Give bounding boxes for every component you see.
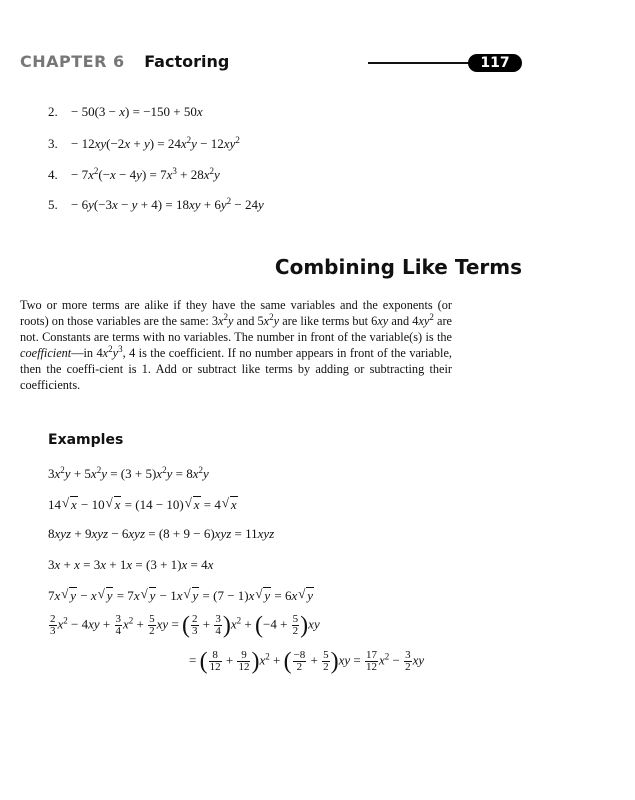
chapter-label bbox=[20, 52, 229, 71]
chapter-title: Factoring bbox=[144, 52, 230, 71]
exercise-item: 4. − $7x^2(-x - 4y) = 7x^3 + 28x^2y$ bbox=[48, 166, 220, 182]
example-equation: $3x^2y + 5x^2y = (3 + 5)x^2y = 8x^2y$ bbox=[48, 465, 209, 481]
coefficient-term: coefficient bbox=[20, 346, 72, 360]
exercise-number: 4. bbox=[48, 167, 58, 182]
page-number-badge: 117 bbox=[468, 54, 522, 72]
example-equation: 7x√ y − x√ y = 7x√ y − 1x√ y = (7 − 1)x√ y = 6x√ y bbox=[48, 587, 314, 604]
example-equation: 3x + x = 3x + 1x = (3 + 1)x = 4x bbox=[48, 557, 214, 572]
example-equation: $\frac{2}{3}$ $x^2 - 4xy$ + $\frac{3}{4}$ $x^2$ + $\frac{5}{2}$ xy = ( $\frac{2}{3}$ + $\frac{3}{4}$ )$x^2 + (-4$ + $\frac{5}{2}$ )xy bbox=[50, 612, 320, 639]
chapter-number: CHAPTER 6 bbox=[20, 52, 125, 71]
header-rule bbox=[368, 62, 484, 64]
exercise-item: 3. − $12xy(-2x + y) = 24x^2y - 12xy^2$ bbox=[48, 135, 240, 151]
exercise-number: 5. bbox=[48, 197, 58, 212]
examples-heading: Examples bbox=[48, 432, 124, 448]
exercise-item: 2. − 50(3 − x) = −150 + 50x bbox=[48, 104, 203, 119]
section-title: Combining Like Terms bbox=[274, 255, 522, 279]
example-equation: 8xyz + 9xyz − 6xyz = (8 + 9 − 6)xyz = 11xyz bbox=[48, 526, 275, 541]
section-paragraph: Two or more terms are alike if they have the same variables and the exponents (or roots) on those variables are the same: $3x^2y$ and $5x^2y$ are like terms but 6xy and $4xy^2$ are not. Constants are terms with no variables. The number in front of the variable(s) is the coefficient—in $4x^2y^3$, 4 is the coefficient. If no number appears in front of the variable, then the coeffi-cient is 1. Add or subtract like terms by adding or subtracting their coefficients. bbox=[20, 298, 452, 392]
exercise-number: 2. bbox=[48, 104, 58, 119]
example-equation: = ( $\frac{8}{12}$ + $\frac{9}{12}$ )$x^2$ + ( $\frac{-8}{2}$ + $\frac{5}{2}$ )xy = $\frac{17}{12}$ $x^2$ − $\frac{3}{2}$ xy bbox=[189, 648, 425, 675]
exercise-number: 3. bbox=[48, 136, 58, 151]
exercise-item: 5. − $6y(-3x - y + 4) = 18xy + 6y^2 - 24y$ bbox=[48, 196, 264, 212]
example-equation: 14√ x − 10√ x = (14 − 10)√ x = 4√ x bbox=[48, 496, 238, 513]
